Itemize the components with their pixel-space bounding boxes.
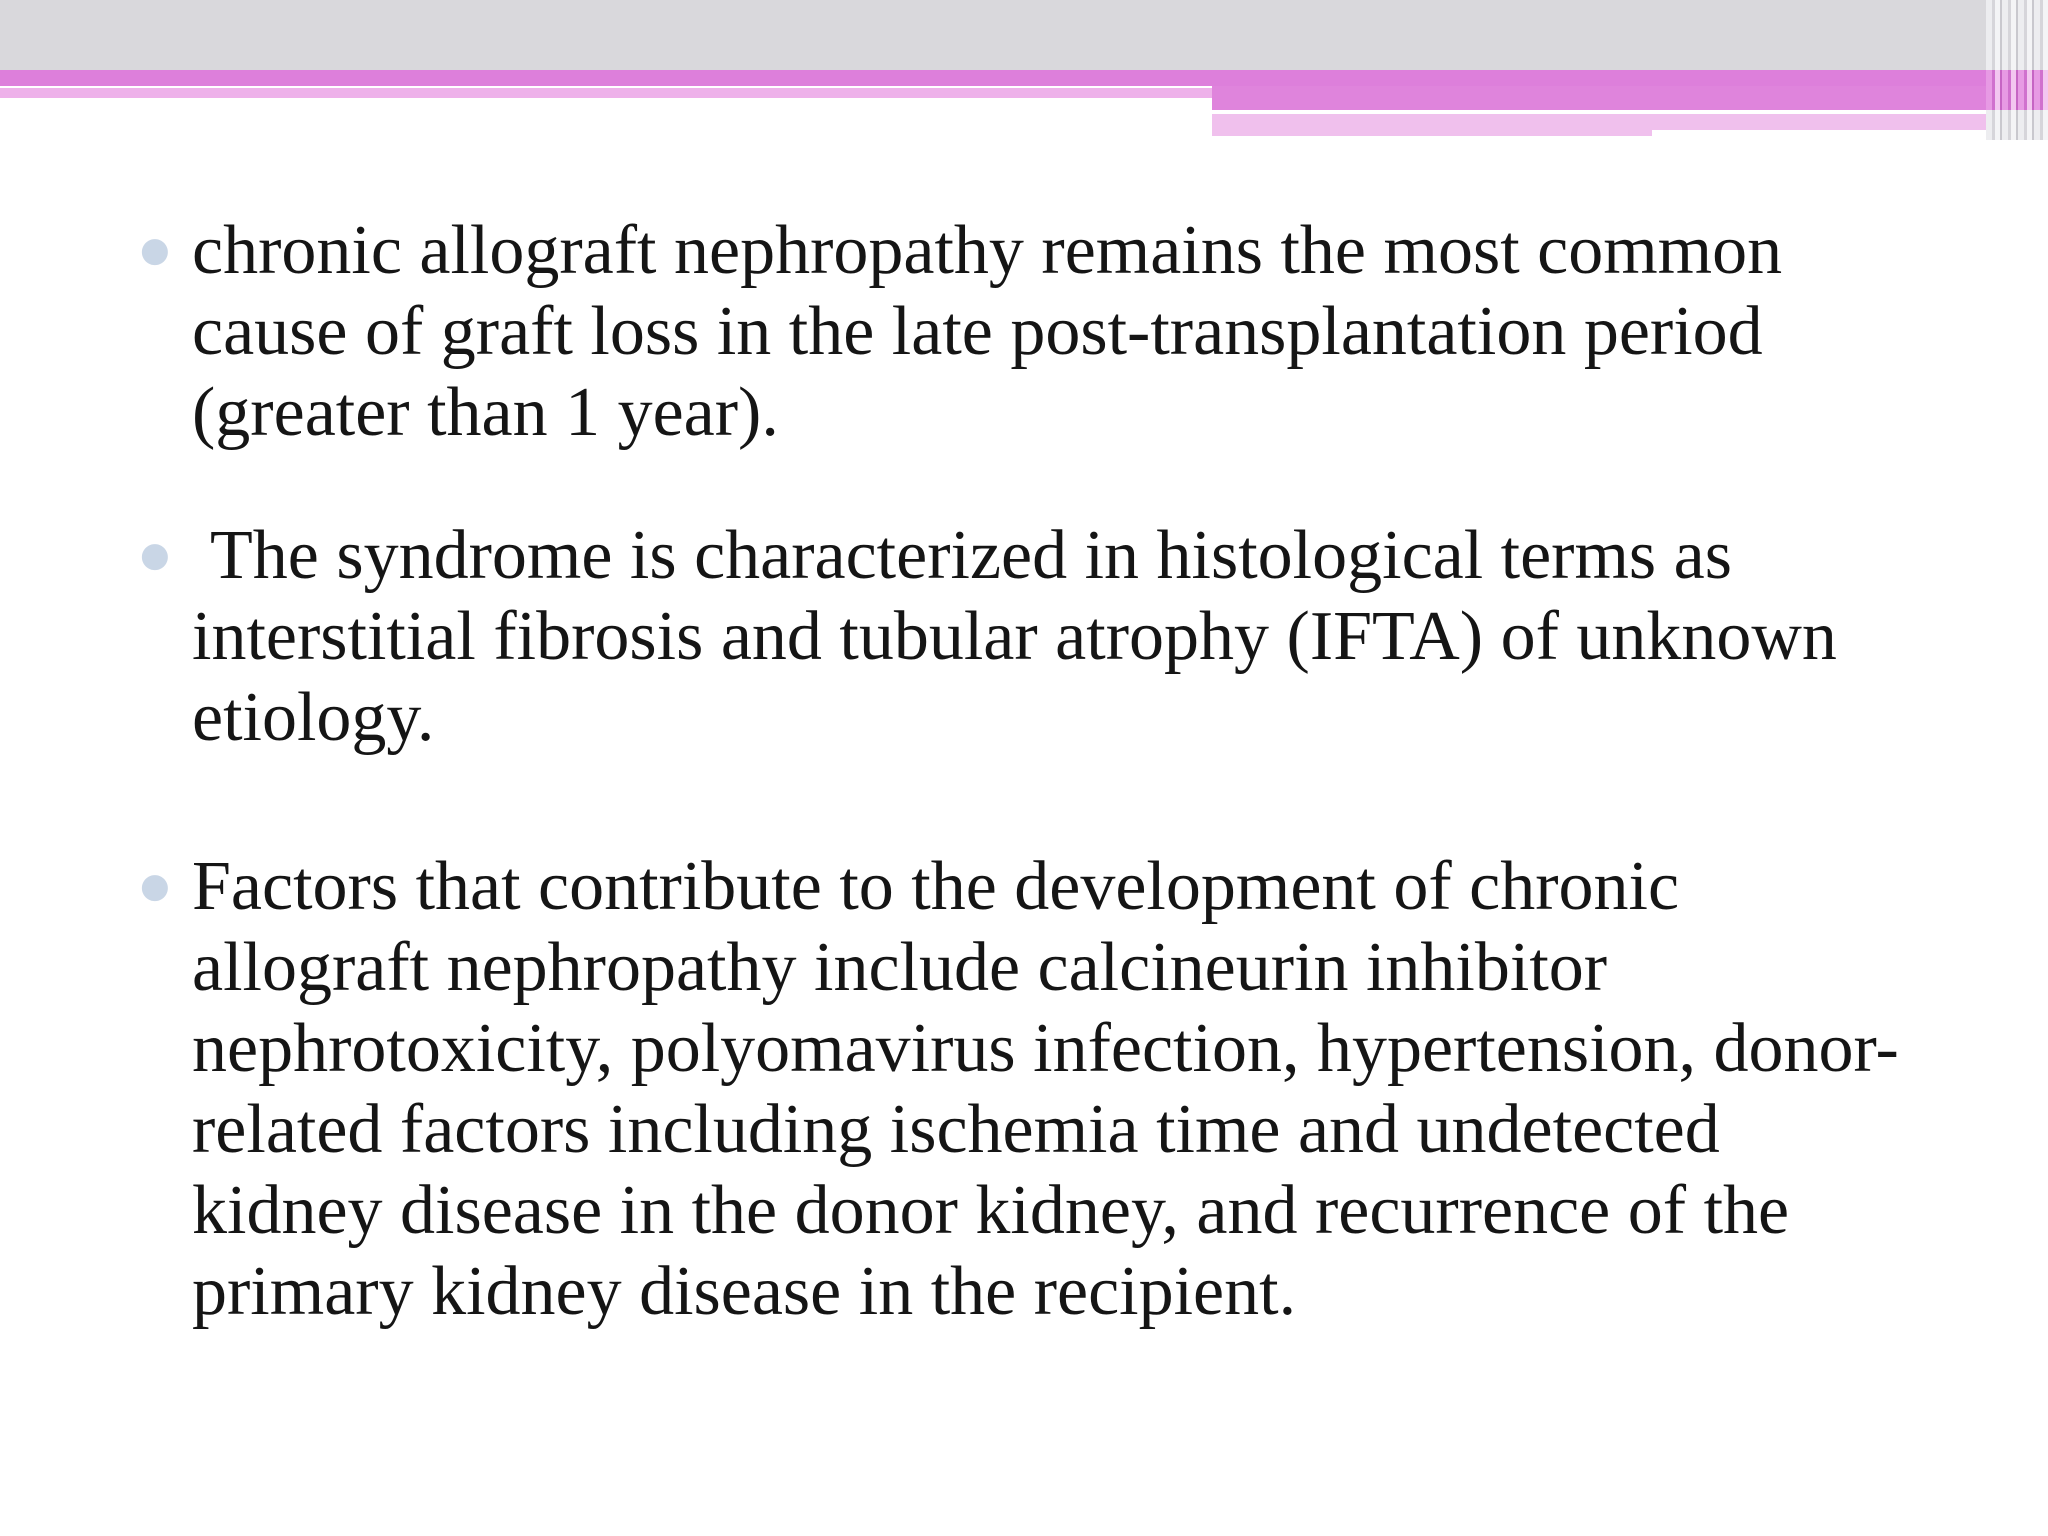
bullet-item [130,210,1910,453]
bullet-item [130,846,1910,1332]
header-pink-lower-band-right [1652,114,2000,130]
bullet-text: chronic allograft nephropathy remains the most common cause of graft loss in the late post-transplantation period (greater than 1 year). [192,212,1783,451]
bullet-icon: ● [140,866,170,906]
bullet-text: Factors that contribute to the development of chronic allograft nephropathy include calcineurin inhibitor nephrotoxicity, polyomavirus infection, hypertension, donor-related factors including ischemia time and undetected kidney disease in the donor kidney, and recurrence of the primary kidney disease in the recipient. [192,848,1899,1330]
bullet-item [130,515,1910,758]
bullet-icon: ● [140,230,170,270]
header-gray-band [0,0,2048,70]
header-pink-block [1212,86,2000,110]
header-pink-lower-band [1212,114,1652,136]
bullet-text: The syndrome is characterized in histological terms as interstitial fibrosis and tubular atrophy (IFTA) of unknown etiology. [192,517,1837,756]
bullet-list [130,210,1910,1332]
header-stripe-pink-decoration [1986,70,2048,110]
header-pink-light-band [0,88,1212,98]
bullet-icon: ● [140,535,170,575]
header-pink-band [0,70,2000,86]
